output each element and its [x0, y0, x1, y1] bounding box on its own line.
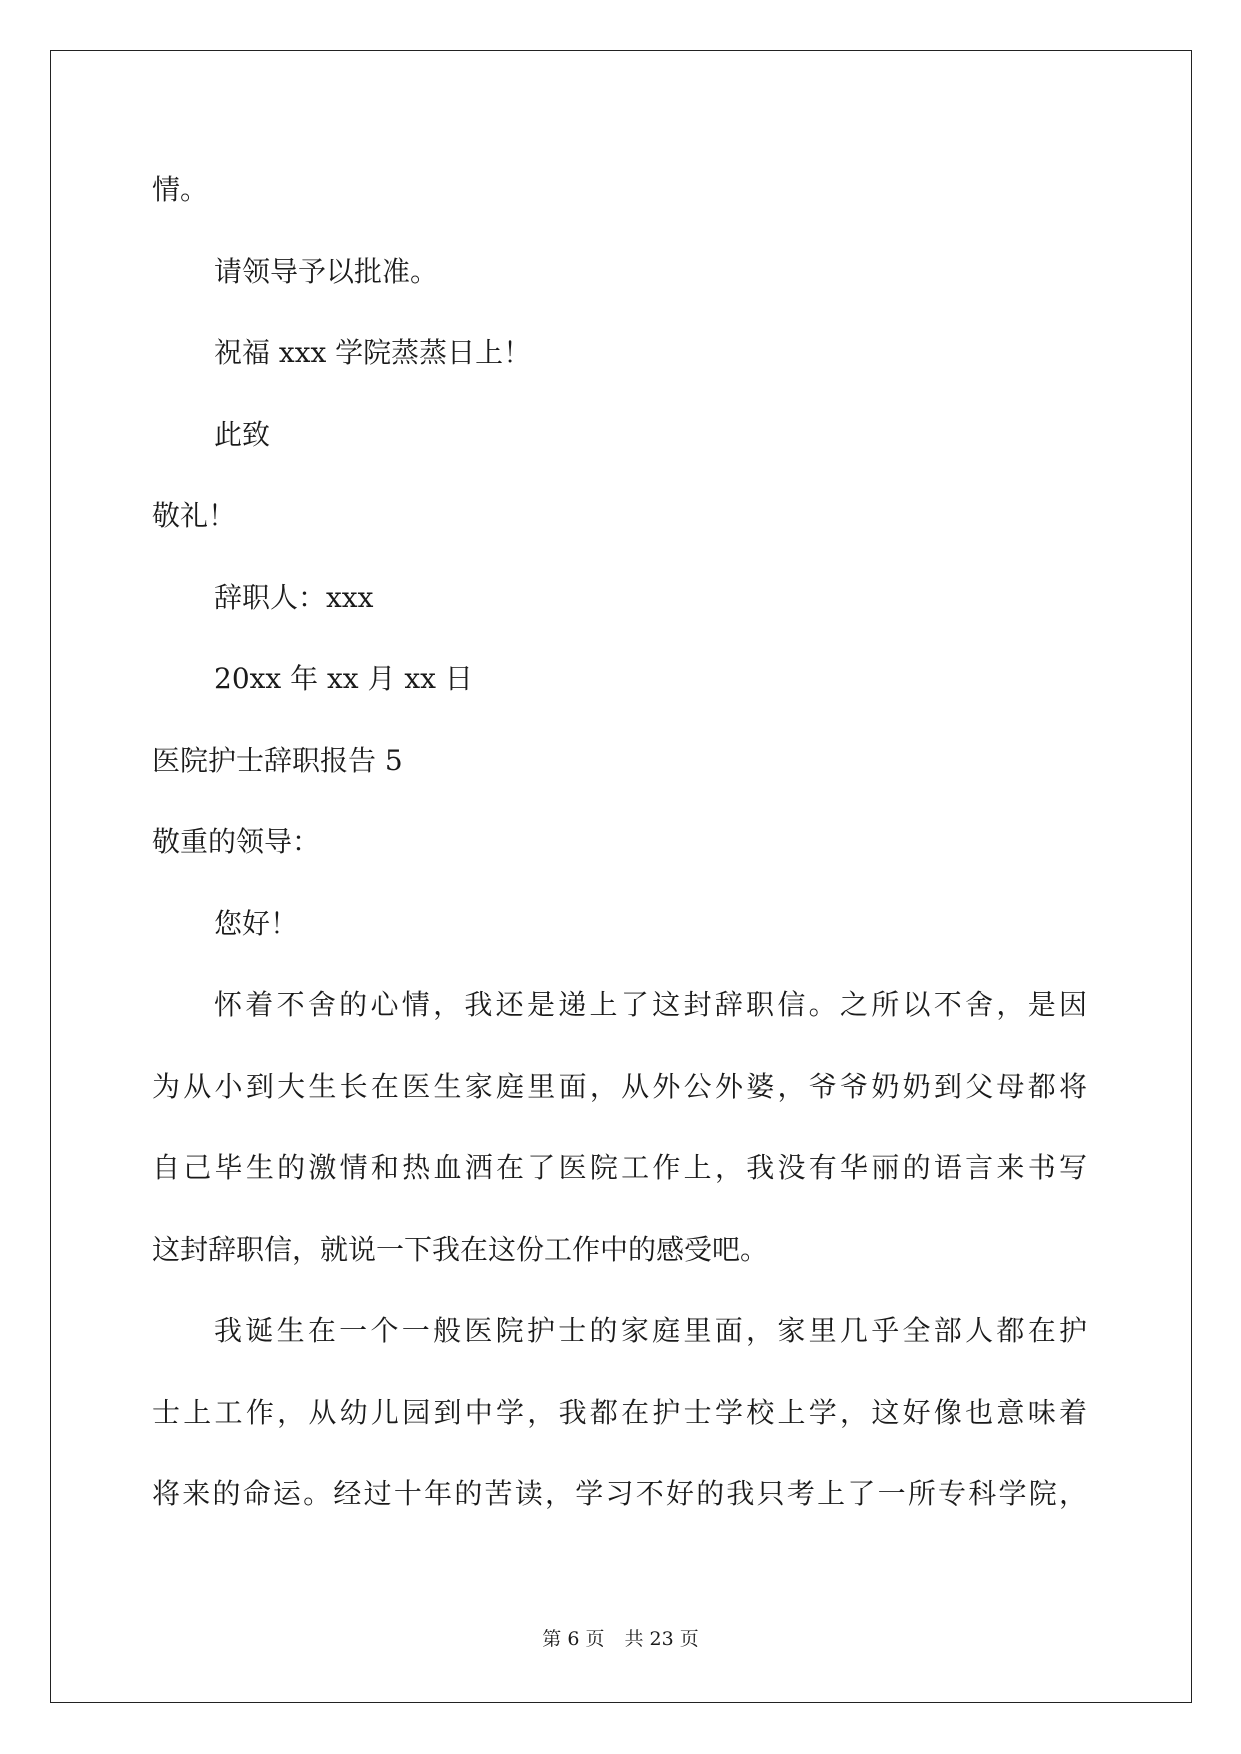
- text-line: 此致: [214, 417, 271, 451]
- text-line: 请领导予以批准。: [214, 254, 439, 288]
- document-body: [152, 160, 1087, 1546]
- section-title: 医院护士辞职报告 5: [152, 743, 403, 777]
- paragraph-line: 这封辞职信，就说一下我在这份工作中的感受吧。: [152, 1232, 769, 1266]
- page-total: 共 23 页: [624, 1628, 699, 1650]
- paragraph-line: 士上工作，从幼儿园到中学，我都在护士学校上学，这好像也意味着: [152, 1395, 1087, 1429]
- page-number: 第 6 页: [542, 1628, 605, 1650]
- paragraph-line: 为从小到大生长在医生家庭里面，从外公外婆，爷爷奶奶到父母都将: [152, 1069, 1087, 1103]
- paragraph-line: 我诞生在一个一般医院护士的家庭里面，家里几乎全部人都在护: [214, 1314, 1087, 1347]
- text-line: 敬礼！: [152, 499, 237, 532]
- date-line: 20xx 年 xx 月 xx 日: [214, 662, 473, 695]
- page-footer: [0, 1624, 1241, 1651]
- greeting: 您好！: [214, 906, 299, 940]
- paragraph-line: 将来的命运。经过十年的苦读，学习不好的我只考上了一所专科学院，: [152, 1477, 1087, 1510]
- text-line: 祝福 xxx 学院蒸蒸日上！: [214, 336, 532, 369]
- paragraph-line: 自己毕生的激情和热血洒在了医院工作上，我没有华丽的语言来书写: [152, 1151, 1087, 1184]
- text-line: 情。: [152, 173, 209, 206]
- signature-line: 辞职人：xxx: [214, 580, 374, 614]
- paragraph-line: 怀着不舍的心情，我还是递上了这封辞职信。之所以不舍，是因: [214, 988, 1087, 1021]
- salutation: 敬重的领导：: [152, 825, 321, 858]
